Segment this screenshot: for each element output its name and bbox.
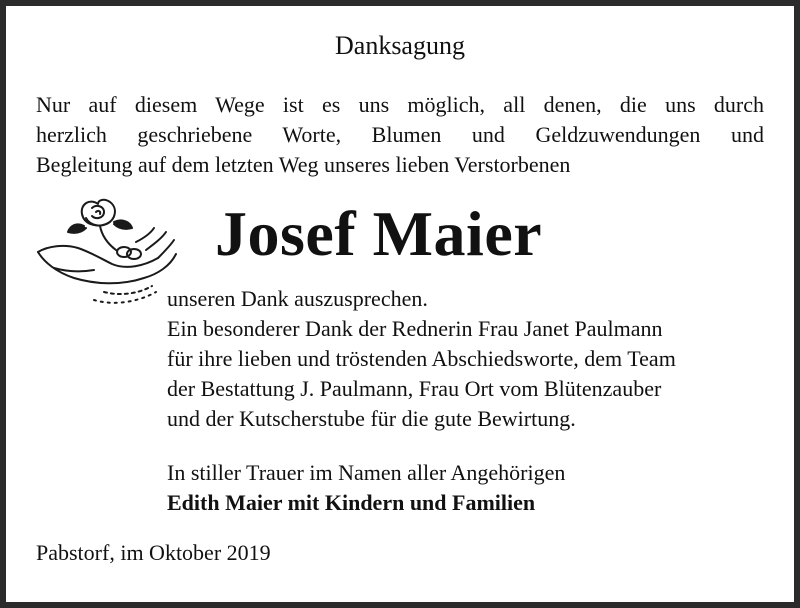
body-line-2: Ein besonderer Dank der Rednerin Frau Janet Paulmann xyxy=(167,316,663,341)
rose-in-hands-icon xyxy=(34,192,180,310)
intro-line-3: Begleitung auf dem letzten Weg unseres lieben Verstorbenen xyxy=(36,152,571,177)
place-date: Pabstorf, im Oktober 2019 xyxy=(36,540,271,565)
body-line-1: unseren Dank auszusprechen. xyxy=(167,286,428,311)
intro-line-1: Nur auf diesem Wege ist es uns möglich, all denen, die uns durch xyxy=(36,92,764,117)
notice-heading: Danksagung xyxy=(335,31,465,60)
body-line-3: für ihre lieben und tröstenden Abschiedsworte, dem Team xyxy=(167,346,676,371)
signature: Edith Maier mit Kindern und Familien xyxy=(167,490,536,515)
body-line-4: der Bestattung J. Paulmann, Frau Ort vom Blütenzauber xyxy=(167,376,662,401)
deceased-name: Josef Maier xyxy=(215,198,543,269)
mourning-line: In stiller Trauer im Namen aller Angehörigen xyxy=(167,460,566,485)
body-line-5: und der Kutscherstube für die gute Bewirtung. xyxy=(167,406,576,431)
intro-line-2: herzlich geschriebene Worte, Blumen und Geldzuwendungen und xyxy=(36,122,764,147)
